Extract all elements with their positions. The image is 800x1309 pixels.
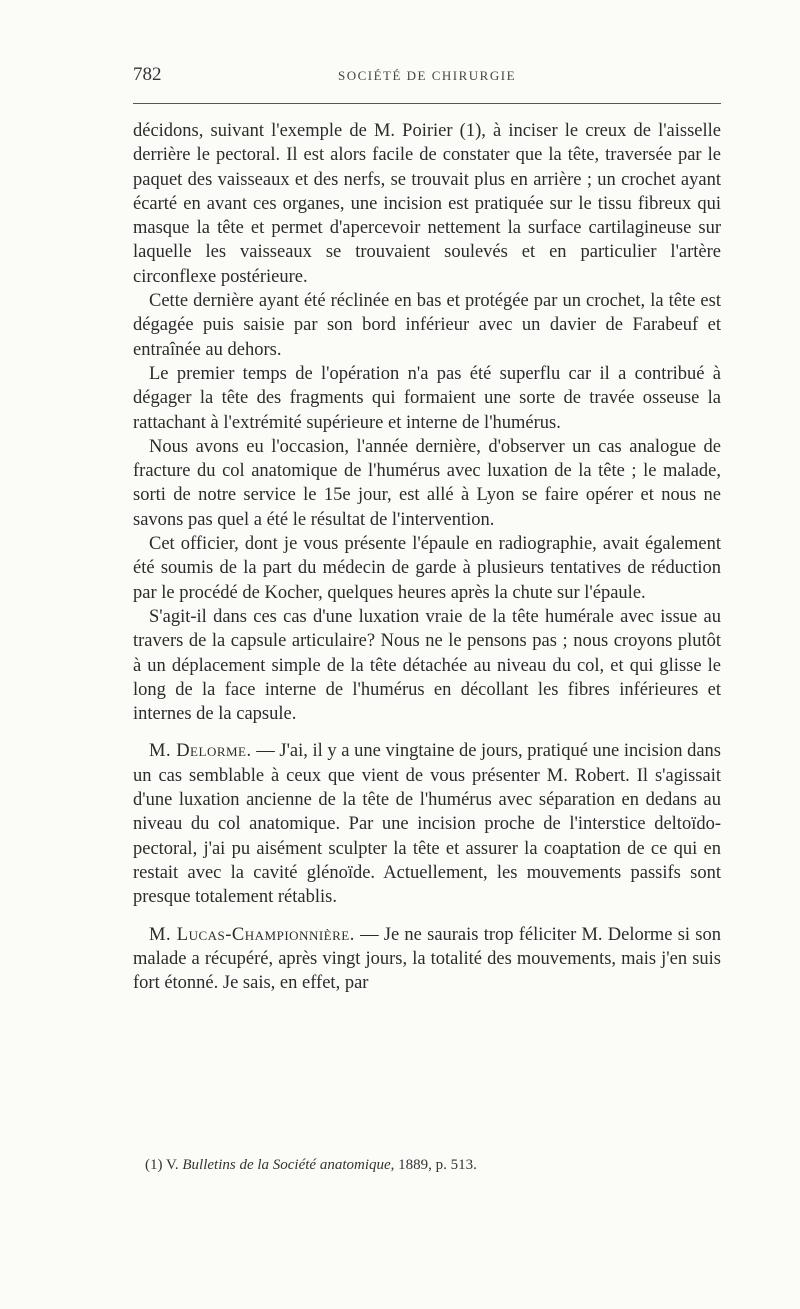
paragraph: Cette dernière ayant été réclinée en bas et protégée par un crochet, la tête est dégagée puis saisie par son bord inférieur avec un davier de Farabeuf et entraînée au dehors. xyxy=(133,291,721,360)
footnote xyxy=(133,1157,721,1174)
speaker-name: M. Lucas-Championnière. xyxy=(149,924,355,945)
speaker-name: M. Delorme. xyxy=(149,741,252,762)
page-number: 782 xyxy=(133,64,162,85)
speech-lucas-championniere xyxy=(133,923,721,996)
paragraph: Cet officier, dont je vous présente l'épaule en radiographie, avait également été soumis de la part du médecin de garde à plusieurs tentatives de réduction par le procédé de Kocher, quelques heures après la chute sur l'épaule. xyxy=(133,534,721,603)
book-page xyxy=(133,0,721,1309)
speech-text: — Je ne saurais trop féliciter M. Delorme si son malade a récupéré, après vingt jours, la totalité des mouvements, mais j'en suis fort étonné. Je sais, en effet, par xyxy=(133,924,721,994)
running-head: SOCIÉTÉ DE CHIRURGIE xyxy=(337,68,517,83)
speech-delorme xyxy=(133,739,721,909)
paragraph: S'agit-il dans ces cas d'une luxation vraie de la tête humérale avec issue au travers de la capsule articulaire? Nous ne le pensons pas ; nous croyons plutôt à un déplacement simple de la tête détachée au niveau du col, et qui glisse le long de la face interne de l'humérus en décollant les fibres inférieures et internes de la capsule. xyxy=(133,606,721,725)
footnote-title: Bulletins de la Société anatomique xyxy=(182,1157,391,1173)
paragraph: décidons, suivant l'exemple de M. Poirier (1), à inciser le creux de l'aisselle derrière le pectoral. Il est alors facile de constater que la tête, traversée par le paquet des vaisseaux et des nerfs, se trouvait plus en arrière ; un crochet ayant écarté en avant ces organes, une incision est pratiquée sur le tissu fibreux qui masque la tête et permet d'apercevoir nettement la surface cartilagineuse sur laquelle les vaisseaux se trouvaient soulevés et en particulier l'artère circonflexe postérieure. xyxy=(133,121,721,287)
paragraph: Nous avons eu l'occasion, l'année dernière, d'observer un cas analogue de fracture du col anatomique de l'humérus avec luxation de la tête ; le malade, sorti de notre service le 15e jour, est allé à Lyon se faire opérer et nous ne savons pas quel a été le résultat de l'intervention. xyxy=(133,436,721,530)
page-header xyxy=(133,64,721,88)
header-rule xyxy=(133,103,721,104)
speech-text: — J'ai, il y a une vingtaine de jours, pratiqué une incision dans un cas semblable à ceux que vient de vous présenter M. Robert. Il s'agissait d'une luxation ancienne de la tête de l'humérus avec séparation en dedans au niveau du col anatomique. Par une incision proche de l'interstice deltoïdo-pectoral, j'ai pu aisément sculpter la tête et assurer la coaptation de ce qui en restait avec la cavité glénoïde. Actuellement, les mouvements passifs sont presque totalement rétablis. xyxy=(133,741,721,908)
footnote-suffix: , 1889, p. 513. xyxy=(390,1157,477,1173)
paragraph: Le premier temps de l'opération n'a pas été superflu car il a contribué à dégager la tête des fragments qui formaient une sorte de travée osseuse la rattachant à l'extrémité supérieure et interne de l'humérus. xyxy=(133,363,721,433)
footnote-prefix: (1) V. xyxy=(145,1157,183,1173)
body-text xyxy=(133,119,721,995)
